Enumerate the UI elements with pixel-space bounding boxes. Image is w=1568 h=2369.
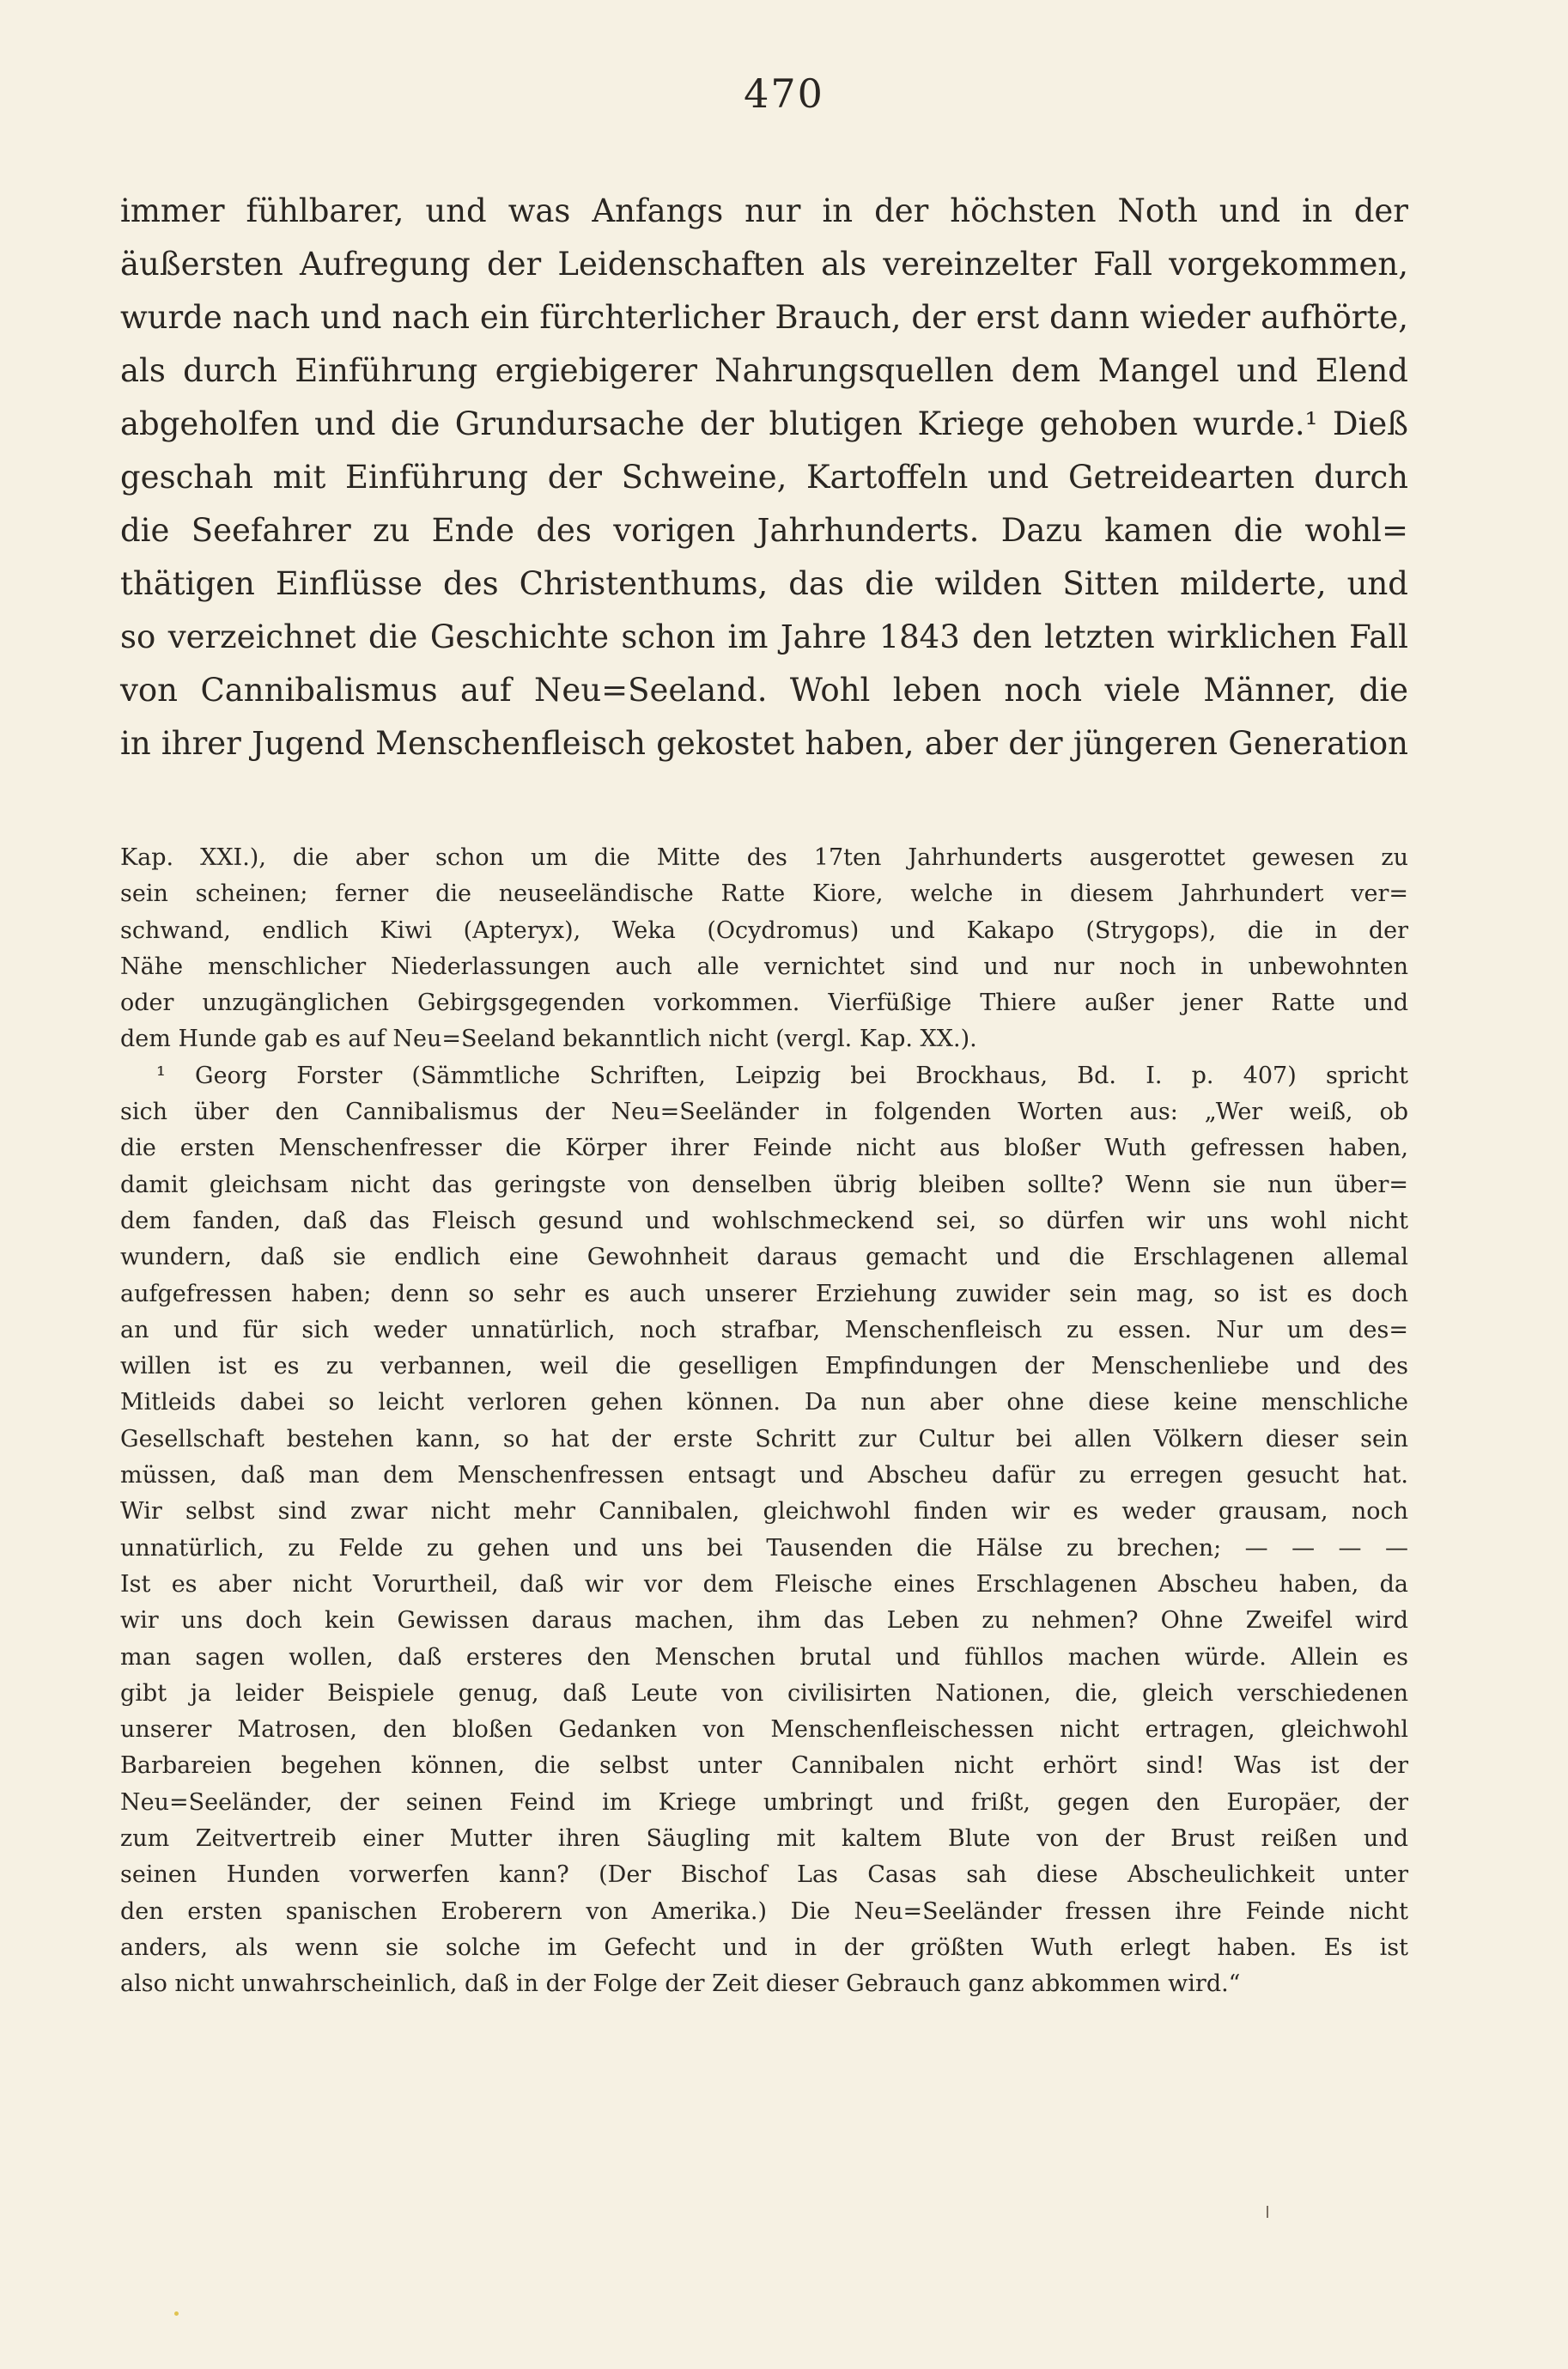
- footnote-line: also nicht unwahrscheinlich, daß in der Folge der Zeit dieser Gebrauch ganz abkommen wird.“: [120, 1970, 1241, 1998]
- footnote-line: unserer Matrosen, den bloßen Gedanken von Menschenfleischessen nicht ertragen, gleichwohl: [120, 1716, 1408, 1744]
- footnote-line: dem Hunde gab es auf Neu=Seeland bekanntlich nicht (vergl. Kap. XX.).: [120, 1026, 977, 1053]
- main-text-line: wurde nach und nach ein fürchterlicher Brauch, der erst dann wieder aufhörte,: [120, 299, 1408, 336]
- main-text-line: in ihrer Jugend Menschenfleisch gekostet haben, aber der jüngeren Generation: [120, 725, 1408, 762]
- footnote-line: Nähe menschlicher Niederlassungen auch alle vernichtet sind und nur noch in unbewohnten: [120, 953, 1408, 980]
- main-text-line: thätigen Einflüsse des Christenthums, das die wilden Sitten milderte, und: [120, 565, 1408, 602]
- main-text-line: abgeholfen und die Grundursache der blutigen Kriege gehoben wurde.¹ Dieß: [120, 405, 1408, 442]
- footnote-line: Neu=Seeländer, der seinen Feind im Kriege umbringt und frißt, gegen den Europäer, der: [120, 1788, 1408, 1816]
- footnote-line: den ersten spanischen Eroberern von Amerika.) Die Neu=Seeländer fressen ihre Feinde nicht: [120, 1897, 1408, 1925]
- footnote-line: dem fanden, daß das Fleisch gesund und wohlschmeckend sei, so dürfen wir uns wohl nicht: [120, 1207, 1408, 1234]
- footnote-line: wundern, daß sie endlich eine Gewohnheit daraus gemacht und die Erschlagenen allemal: [120, 1244, 1408, 1271]
- footnote-1-start: ¹ Georg Forster (Sämmtliche Schriften, Leipzig bei Brockhaus, Bd. I. p. 407) spricht: [156, 1062, 1408, 1089]
- main-text-line: immer fühlbarer, und was Anfangs nur in der höchsten Noth und in der: [120, 192, 1408, 229]
- footnote-line: wir uns doch kein Gewissen daraus machen, ihm das Leben zu nehmen? Ohne Zweifel wird: [120, 1607, 1408, 1635]
- footnote-line: die ersten Menschenfresser die Körper ihrer Feinde nicht aus bloßer Wuth gefressen haben,: [120, 1135, 1408, 1162]
- main-text-line: die Seefahrer zu Ende des vorigen Jahrhunderts. Dazu kamen die wohl=: [120, 512, 1408, 549]
- main-text-line: äußersten Aufregung der Leidenschaften als vereinzelter Fall vorgekommen,: [120, 246, 1408, 283]
- footnote-line: Wir selbst sind zwar nicht mehr Cannibalen, gleichwohl finden wir es weder grausam, noch: [120, 1498, 1408, 1526]
- footnote-line: Gesellschaft bestehen kann, so hat der erste Schritt zur Cultur bei allen Völkern dieser sein: [120, 1425, 1408, 1452]
- main-text-line: so verzeichnet die Geschichte schon im Jahre 1843 den letzten wirklichen Fall: [120, 618, 1408, 655]
- footnote-line: sein scheinen; ferner die neuseeländische Ratte Kiore, welche in diesem Jahrhundert ver=: [120, 880, 1408, 908]
- footnote-line: aufgefressen haben; denn so sehr es auch unserer Erziehung zuwider sein mag, so ist es doch: [120, 1280, 1408, 1307]
- page-number: 470: [744, 70, 824, 117]
- main-text-line: als durch Einführung ergiebigerer Nahrungsquellen dem Mangel und Elend: [120, 352, 1408, 389]
- footnote-line: sich über den Cannibalismus der Neu=Seeländer in folgenden Worten aus: „Wer weiß, ob: [120, 1099, 1408, 1126]
- footnote-line: damit gleichsam nicht das geringste von denselben übrig bleiben sollte? Wenn sie nun über=: [120, 1171, 1408, 1198]
- footnote-line: Ist es aber nicht Vorurtheil, daß wir vor dem Fleische eines Erschlagenen Abscheu haben, da: [120, 1570, 1408, 1598]
- footnote-line: man sagen wollen, daß ersteres den Menschen brutal und fühllos machen würde. Allein es: [120, 1643, 1408, 1671]
- main-text-line: geschah mit Einführung der Schweine, Kartoffeln und Getreidearten durch: [120, 459, 1408, 496]
- footnote-line: gibt ja leider Beispiele genug, daß Leute von civilisirten Nationen, die, gleich verschiedenen: [120, 1679, 1408, 1707]
- footnote-line: an und für sich weder unnatürlich, noch strafbar, Menschenfleisch zu essen. Nur um des=: [120, 1316, 1408, 1343]
- footnote-line: Barbareien begehen können, die selbst unter Cannibalen nicht erhört sind! Was ist der: [120, 1752, 1408, 1780]
- print-mark: [1267, 2206, 1268, 2218]
- footnote-line: Kap. XXI.), die aber schon um die Mitte des 17ten Jahrhunderts ausgerottet gewesen zu: [120, 844, 1408, 871]
- footnote-line: anders, als wenn sie solche im Gefecht und in der größten Wuth erlegt haben. Es ist: [120, 1934, 1408, 1961]
- paper-speck: [174, 2311, 179, 2316]
- footnote-line: müssen, daß man dem Menschenfressen entsagt und Abscheu dafür zu erregen gesucht hat.: [120, 1462, 1408, 1489]
- footnote-line: zum Zeitvertreib einer Mutter ihren Säugling mit kaltem Blute von der Brust reißen und: [120, 1825, 1408, 1853]
- footnotes: [120, 840, 1408, 2003]
- footnote-line: unnatürlich, zu Felde zu gehen und uns bei Tausenden die Hälse zu brechen; — — — —: [120, 1534, 1408, 1562]
- footnote-line: willen ist es zu verbannen, weil die geselligen Empfindungen der Menschenliebe und des: [120, 1353, 1408, 1380]
- footnote-line: Mitleids dabei so leicht verloren gehen können. Da nun aber ohne diese keine menschliche: [120, 1389, 1408, 1416]
- footnote-line: oder unzugänglichen Gebirgsgegenden vorkommen. Vierfüßige Thiere außer jener Ratte und: [120, 990, 1408, 1017]
- footnote-line: seinen Hunden vorwerfen kann? (Der Bischof Las Casas sah diese Abscheulichkeit unter: [120, 1861, 1408, 1889]
- footnote-line: schwand, endlich Kiwi (Apteryx), Weka (Ocydromus) und Kakapo (Strygops), die in der: [120, 917, 1408, 944]
- main-text: [120, 185, 1408, 770]
- main-text-line: von Cannibalismus auf Neu=Seeland. Wohl leben noch viele Männer, die: [120, 672, 1408, 709]
